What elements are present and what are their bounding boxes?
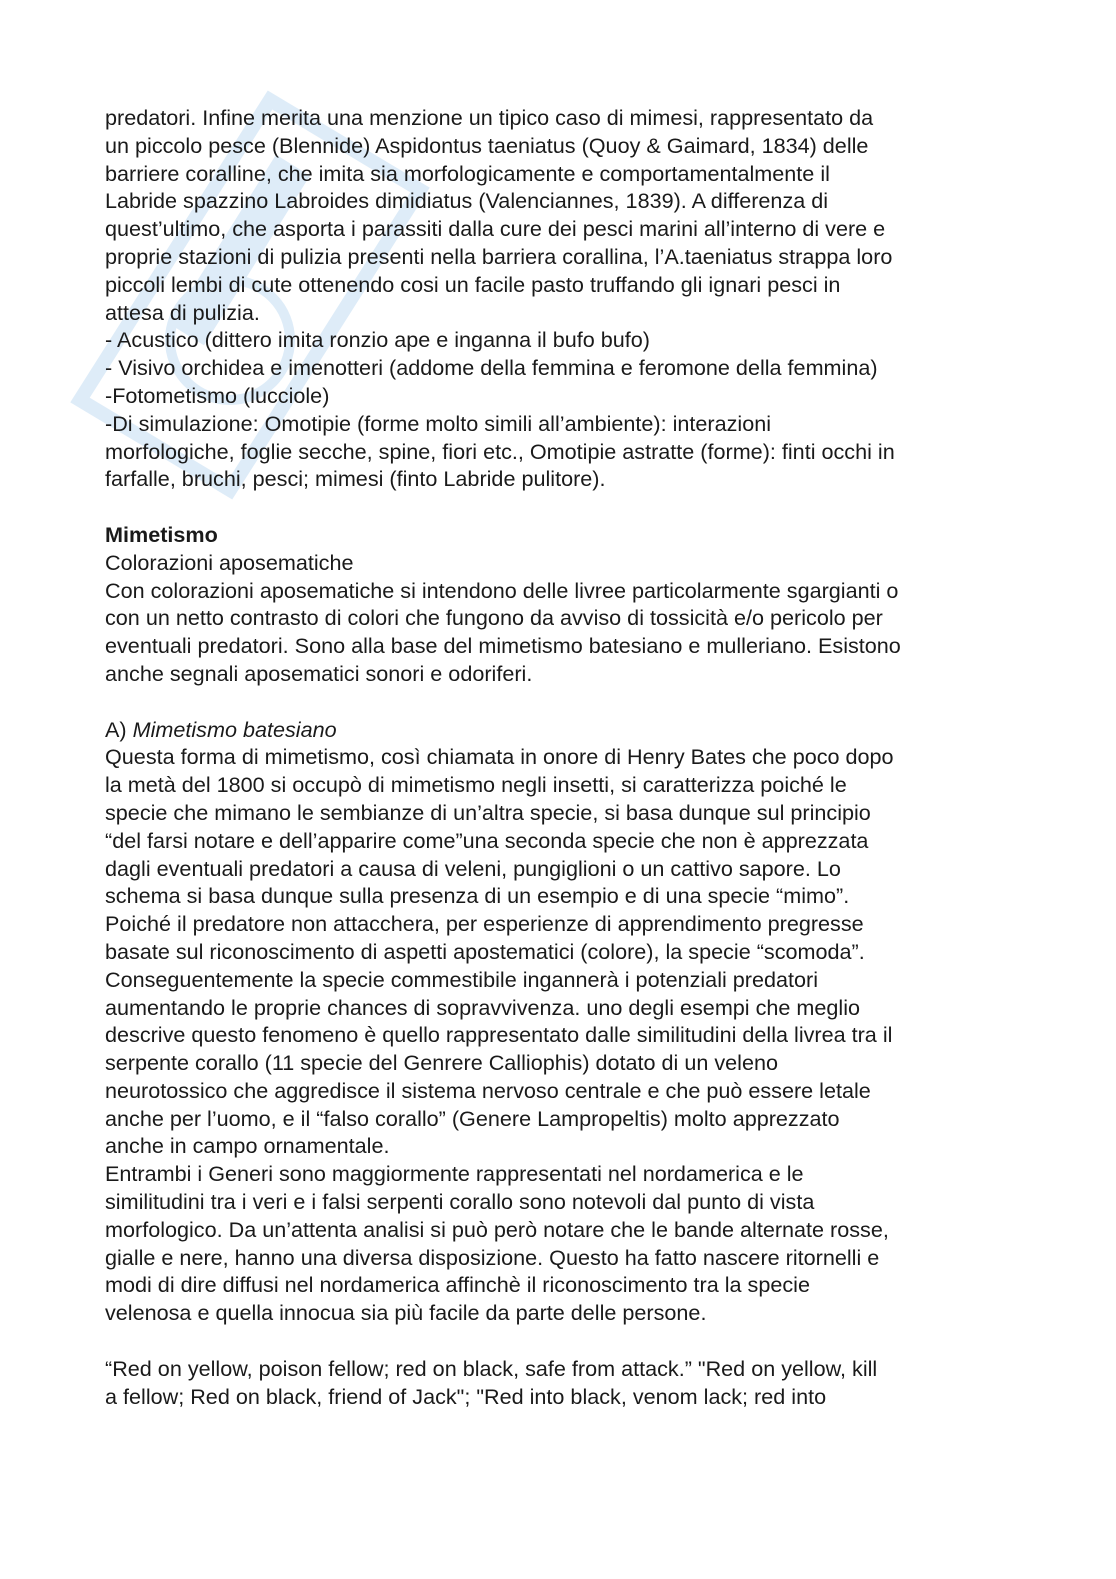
text-line: farfalle, bruchi, pesci; mimesi (finto Labride pulitore). xyxy=(105,466,606,492)
text-line: Labride spazzino Labroides dimidiatus (Valenciannes, 1839). A differenza di xyxy=(105,188,829,214)
text-line: schema si basa dunque sulla presenza di un esempio e di una specie “mimo”. xyxy=(105,883,850,909)
subsection-prefix: A) xyxy=(105,716,133,742)
text-line: descrive questo fenomeno è quello rappresentato dalle similitudini della livrea tra il xyxy=(105,1022,893,1048)
text-line: proprie stazioni di pulizia presenti nella barriera corallina, l’A.taeniatus strappa loro xyxy=(105,243,893,269)
text-line: gialle e nere, hanno una diversa disposizione. Questo ha fatto nascere ritornelli e xyxy=(105,1244,880,1270)
text-line: Entrambi i Generi sono maggiormente rappresentati nel nordamerica e le xyxy=(105,1161,804,1187)
text-line: - Visivo orchidea e imenotteri (addome della femmina e feromone della femmina) xyxy=(105,355,878,381)
section-subheading: Colorazioni aposematiche xyxy=(105,549,354,575)
text-line: anche segnali aposematici sonori e odoriferi. xyxy=(105,660,533,686)
text-line: Con colorazioni aposematiche si intendono delle livree particolarmente sgargianti o xyxy=(105,577,899,603)
spacer xyxy=(105,493,1005,521)
text-line: eventuali predatori. Sono alla base del mimetismo batesiano e mulleriano. Esistono xyxy=(105,633,901,659)
subsection-title-text: Mimetismo batesiano xyxy=(132,716,337,742)
text-line: un piccolo pesce (Blennide) Aspidontus taeniatus (Quoy & Gaimard, 1834) delle xyxy=(105,132,869,158)
text-line: con un netto contrasto di colori che fungono da avviso di tossicità e/o pericolo per xyxy=(105,605,883,631)
text-line: Questa forma di mimetismo, così chiamata in onore di Henry Bates che poco dopo xyxy=(105,744,894,770)
subsection-title xyxy=(105,716,1005,744)
text-line: la metà del 1800 si occupò di mimetismo negli insetti, si caratterizza poiché le xyxy=(105,772,847,798)
text-line: predatori. Infine merita una menzione un tipico caso di mimesi, rappresentato da xyxy=(105,105,874,130)
spacer xyxy=(105,688,1005,716)
text-line: piccoli lembi di cute ottenendo cosi un facile pasto truffando gli ignari pesci in xyxy=(105,271,841,297)
text-line: quest’ultimo, che asporta i parassiti dalla cure dei pesci marini all’interno di vere e xyxy=(105,216,886,242)
text-line: velenosa e quella innocua sia più facile da parte delle persone. xyxy=(105,1300,707,1326)
spacer xyxy=(105,1327,1005,1355)
paragraph-intro xyxy=(105,104,1005,493)
text-line: dagli eventuali predatori a causa di veleni, pungiglioni o un cattivo sapore. Lo xyxy=(105,855,841,881)
text-line: serpente corallo (11 specie del Genrere Calliophis) dotato di un veleno xyxy=(105,1050,779,1076)
text-line: Conseguentemente la specie commestibile ingannerà i potenziali predatori xyxy=(105,966,819,992)
text-line: anche in campo ornamentale. xyxy=(105,1133,390,1159)
text-line: basate sul riconoscimento di aspetti apostematici (colore), la specie “scomoda”. xyxy=(105,938,865,964)
text-line: morfologico. Da un’attenta analisi si può però notare che le bande alternate rosse, xyxy=(105,1216,889,1242)
text-line: modi di dire diffusi nel nordamerica affinchè il riconoscimento tra la specie xyxy=(105,1272,810,1298)
text-line: - Acustico (dittero imita ronzio ape e inganna il bufo bufo) xyxy=(105,327,650,353)
text-line: neurotossico che aggredisce il sistema nervoso centrale e che può essere letale xyxy=(105,1077,871,1103)
text-line: morfologiche, foglie secche, spine, fiori etc., Omotipie astratte (forme): finti occhi in xyxy=(105,438,895,464)
text-line: attesa di pulizia. xyxy=(105,299,260,325)
section-heading: Mimetismo xyxy=(105,521,218,547)
text-line: specie che mimano le sembianze di un’altra specie, si basa dunque sul principio xyxy=(105,799,871,825)
text-line: -Di simulazione: Omotipie (forme molto simili all’ambiente): interazioni xyxy=(105,410,772,436)
paragraph-batesian xyxy=(105,743,1005,1327)
paragraph-aposematic xyxy=(105,577,1005,688)
text-line: barriere coralline, che imita sia morfologicamente e comportamentalmente il xyxy=(105,160,830,186)
quote-line: “Red on yellow, poison fellow; red on black, safe from attack.” "Red on yellow, kill xyxy=(105,1355,878,1381)
text-line: “del farsi notare e dell’apparire come”una seconda specie che non è apprezzata xyxy=(105,827,869,853)
text-line: -Fotometismo (lucciole) xyxy=(105,382,330,408)
quote-block xyxy=(105,1355,1005,1411)
text-line: similitudini tra i veri e i falsi serpenti corallo sono notevoli dal punto di vista xyxy=(105,1189,815,1215)
document-page xyxy=(105,104,1005,1410)
quote-line: a fellow; Red on black, friend of Jack"; "Red into black, venom lack; red into xyxy=(105,1383,827,1409)
text-line: anche per l’uomo, e il “falso corallo” (Genere Lampropeltis) molto apprezzato xyxy=(105,1105,840,1131)
text-line: aumentando le proprie chances di sopravvivenza. uno degli esempi che meglio xyxy=(105,994,861,1020)
text-line: Poiché il predatore non attacchera, per esperienze di apprendimento pregresse xyxy=(105,911,864,937)
